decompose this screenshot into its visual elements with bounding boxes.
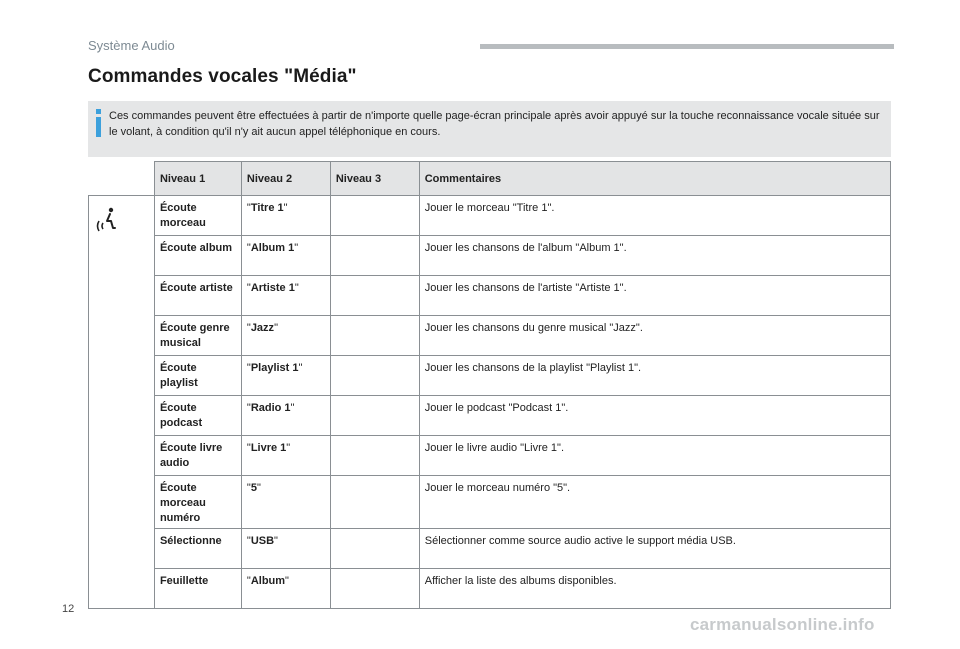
cell-comment: Jouer le podcast "Podcast 1".	[419, 396, 890, 436]
cell-comment: Jouer le livre audio "Livre 1".	[419, 436, 890, 476]
col-header-comments: Commentaires	[419, 162, 890, 196]
col-header-level2: Niveau 2	[241, 162, 330, 196]
cell-comment: Sélectionner comme source audio active le support média USB.	[419, 529, 890, 569]
table-row	[89, 316, 891, 356]
table-row	[89, 569, 891, 609]
col-header-level3: Niveau 3	[330, 162, 419, 196]
level2-value: Artiste 1	[250, 282, 295, 294]
cell-level3	[330, 356, 419, 396]
table-row	[89, 196, 891, 236]
level2-value: Album	[250, 575, 286, 587]
table-header-row	[89, 162, 891, 196]
cell-level3	[330, 436, 419, 476]
info-box	[88, 101, 891, 157]
voice-command-icon-cell	[89, 196, 155, 609]
cell-level2: "Album"	[241, 569, 330, 609]
level2-value: Titre 1	[250, 202, 284, 214]
level2-value: Radio 1	[250, 402, 291, 414]
info-icon	[94, 109, 104, 141]
cell-level3	[330, 316, 419, 356]
header-rule	[480, 44, 894, 49]
cell-level3	[330, 196, 419, 236]
page-title: Commandes vocales "Média"	[88, 66, 357, 87]
cell-level1: Écoute artiste	[154, 276, 241, 316]
cell-level2: "Radio 1"	[241, 396, 330, 436]
table-row	[89, 529, 891, 569]
cell-level1: Écoute morceau	[154, 196, 241, 236]
level2-value: Livre 1	[250, 442, 287, 454]
cell-level3	[330, 569, 419, 609]
level2-value: USB	[250, 535, 275, 547]
cell-comment: Jouer les chansons du genre musical "Jazz".	[419, 316, 890, 356]
info-text: Ces commandes peuvent être effectuées à partir de n'importe quelle page-écran principale après avoir appuyé sur la touche reconnaissance vocale située sur le volant, à condition qu'il n'y ait aucun appel téléphonique en cours.	[109, 110, 880, 138]
table-row	[89, 356, 891, 396]
cell-level3	[330, 276, 419, 316]
cell-comment: Jouer les chansons de l'album "Album 1".	[419, 236, 890, 276]
cell-level1: Écoute album	[154, 236, 241, 276]
cell-level2: "Album 1"	[241, 236, 330, 276]
voice-commands-table	[88, 161, 891, 609]
page-number: 12	[62, 603, 75, 615]
cell-level2: "Jazz"	[241, 316, 330, 356]
voice-command-icon	[94, 206, 120, 236]
table-row	[89, 276, 891, 316]
cell-level3	[330, 476, 419, 529]
col-header-level1: Niveau 1	[154, 162, 241, 196]
cell-level2: "Playlist 1"	[241, 356, 330, 396]
cell-level3	[330, 236, 419, 276]
level2-value: Album 1	[250, 242, 295, 254]
cell-level3	[330, 529, 419, 569]
cell-level2: "Artiste 1"	[241, 276, 330, 316]
cell-level1: Sélectionne	[154, 529, 241, 569]
cell-level1: Écoute morceau numéro	[154, 476, 241, 529]
cell-level1: Écoute genre musical	[154, 316, 241, 356]
level2-value: 5	[250, 482, 257, 494]
level2-value: Jazz	[250, 322, 275, 334]
table-row	[89, 396, 891, 436]
cell-level3	[330, 396, 419, 436]
cell-comment: Jouer les chansons de la playlist "Playlist 1".	[419, 356, 890, 396]
table-row	[89, 476, 891, 529]
table-row	[89, 436, 891, 476]
level2-value: Playlist 1	[250, 362, 299, 374]
cell-level1: Écoute podcast	[154, 396, 241, 436]
section-header: Système Audio	[88, 38, 175, 53]
cell-level2: "Livre 1"	[241, 436, 330, 476]
cell-level1: Écoute livre audio	[154, 436, 241, 476]
cell-comment: Jouer le morceau numéro "5".	[419, 476, 890, 529]
cell-comment: Jouer le morceau "Titre 1".	[419, 196, 890, 236]
cell-level2: "USB"	[241, 529, 330, 569]
cell-level1: Écoute playlist	[154, 356, 241, 396]
cell-level2: "Titre 1"	[241, 196, 330, 236]
table-row	[89, 236, 891, 276]
cell-comment: Jouer les chansons de l'artiste "Artiste 1".	[419, 276, 890, 316]
cell-comment: Afficher la liste des albums disponibles.	[419, 569, 890, 609]
watermark: carmanualsonline.info	[690, 615, 875, 634]
cell-level2: "5"	[241, 476, 330, 529]
cell-level1: Feuillette	[154, 569, 241, 609]
